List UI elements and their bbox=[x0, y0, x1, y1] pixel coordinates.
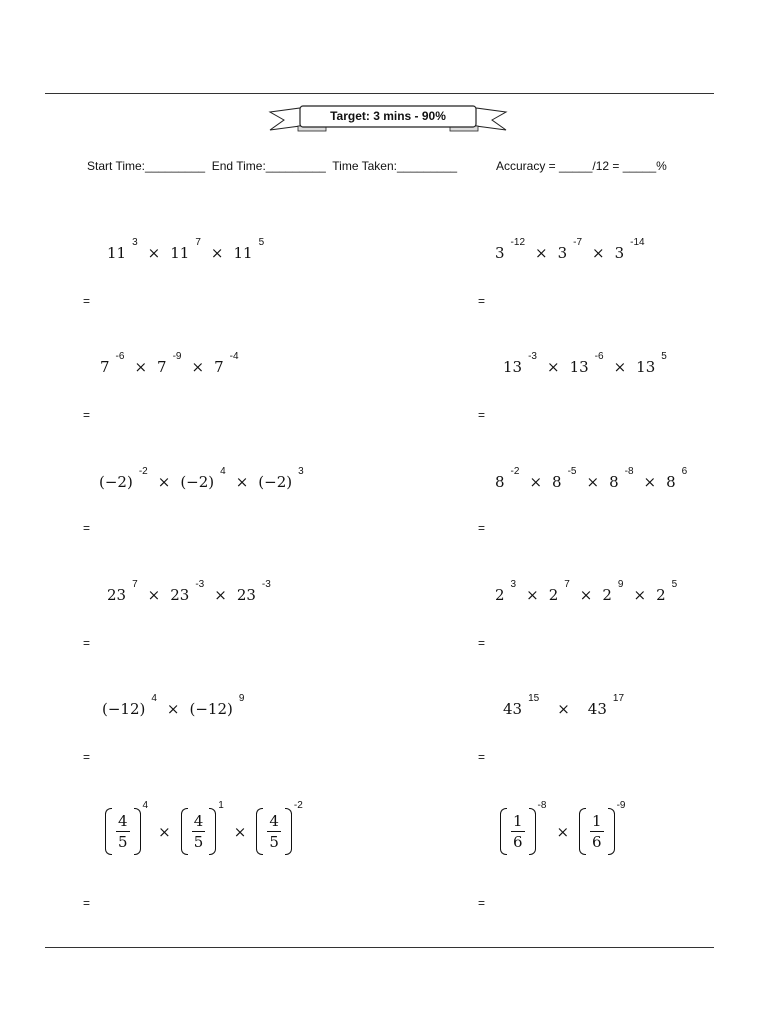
right-bracket bbox=[134, 808, 141, 855]
time-taken-field[interactable]: Time Taken:_________ bbox=[332, 159, 458, 173]
fraction: $\frac{4}{5}$ bbox=[118, 812, 128, 851]
term: 8 -5 bbox=[552, 465, 577, 491]
answer-12[interactable]: = bbox=[478, 896, 486, 910]
term: (−12) 9 bbox=[189, 692, 245, 718]
times-sign: × bbox=[586, 473, 600, 491]
term: (−2) -2 bbox=[99, 465, 148, 491]
times-sign: × bbox=[233, 822, 247, 841]
answer-11[interactable]: = bbox=[83, 896, 91, 910]
fraction-term bbox=[500, 808, 536, 855]
problem-5 bbox=[99, 465, 304, 491]
times-sign: × bbox=[643, 473, 657, 491]
times-sign: × bbox=[134, 358, 148, 376]
term: 13 -3 bbox=[503, 350, 537, 376]
answer-9[interactable]: = bbox=[83, 750, 91, 764]
times-sign: × bbox=[166, 700, 180, 718]
fraction-term bbox=[256, 808, 292, 855]
term: 8 -8 bbox=[609, 465, 634, 491]
term: 23 -3 bbox=[236, 578, 271, 604]
times-sign: × bbox=[535, 244, 548, 262]
term: (−2) 4 bbox=[180, 465, 226, 491]
term: 11 7 bbox=[170, 236, 201, 262]
term: (−2) 3 bbox=[258, 465, 304, 491]
right-bracket bbox=[608, 808, 615, 855]
exponent: 4 bbox=[142, 800, 149, 811]
answer-3[interactable]: = bbox=[83, 408, 91, 422]
times-sign: × bbox=[147, 244, 161, 262]
times-sign: × bbox=[235, 473, 249, 491]
top-rule bbox=[45, 93, 714, 94]
bottom-rule bbox=[45, 947, 714, 948]
accuracy-field[interactable]: Accuracy = _____/12 = _____% bbox=[496, 159, 667, 173]
exponent: -8 bbox=[537, 800, 547, 811]
term: (−12) 4 bbox=[102, 692, 157, 718]
answer-5[interactable]: = bbox=[83, 521, 91, 535]
times-sign: × bbox=[557, 700, 570, 718]
answer-8[interactable]: = bbox=[478, 636, 486, 650]
term: 8 -2 bbox=[495, 465, 520, 491]
fraction: $\frac{1}{6}$ bbox=[592, 812, 602, 851]
exponent: -2 bbox=[293, 800, 303, 811]
times-sign: × bbox=[613, 358, 627, 376]
left-bracket bbox=[579, 808, 586, 855]
problem-12 bbox=[500, 800, 626, 855]
problem-1 bbox=[107, 236, 265, 262]
times-sign: × bbox=[556, 822, 570, 841]
fraction: $\frac{4}{5}$ bbox=[269, 812, 279, 851]
times-sign: × bbox=[210, 244, 224, 262]
problem-8 bbox=[495, 578, 678, 604]
right-bracket bbox=[209, 808, 216, 855]
right-bracket bbox=[529, 808, 536, 855]
left-bracket bbox=[256, 808, 263, 855]
term: 43 15 bbox=[503, 692, 540, 718]
term: 2 9 bbox=[602, 578, 624, 604]
left-bracket bbox=[500, 808, 507, 855]
fraction: $\frac{1}{6}$ bbox=[513, 812, 523, 851]
problem-3 bbox=[100, 350, 239, 376]
term: 8 6 bbox=[666, 465, 688, 491]
term: 13 -6 bbox=[569, 350, 604, 376]
problem-9 bbox=[102, 692, 245, 718]
term: 7 -9 bbox=[157, 350, 182, 376]
times-sign: × bbox=[191, 358, 205, 376]
times-sign: × bbox=[529, 473, 543, 491]
problem-4 bbox=[503, 350, 667, 376]
left-bracket bbox=[181, 808, 188, 855]
problem-6 bbox=[495, 465, 688, 491]
times-sign: × bbox=[147, 586, 161, 604]
exponent: -9 bbox=[616, 800, 626, 811]
term: 43 17 bbox=[587, 692, 625, 718]
term: 3 -12 bbox=[495, 236, 525, 262]
answer-10[interactable]: = bbox=[478, 750, 486, 764]
term: 11 5 bbox=[233, 236, 265, 262]
answer-1[interactable]: = bbox=[83, 294, 91, 308]
left-bracket bbox=[105, 808, 112, 855]
fraction-term bbox=[105, 808, 141, 855]
start-time-field[interactable]: Start Time:_________ bbox=[87, 159, 206, 173]
problem-10 bbox=[503, 692, 625, 718]
term: 3 -14 bbox=[614, 236, 645, 262]
times-sign: × bbox=[526, 586, 539, 604]
problem-11 bbox=[105, 800, 303, 855]
end-time-field[interactable]: End Time:_________ bbox=[211, 159, 326, 173]
fraction: $\frac{4}{5}$ bbox=[193, 812, 204, 851]
term: 2 7 bbox=[548, 578, 570, 604]
term: 7 -6 bbox=[100, 350, 125, 376]
answer-4[interactable]: = bbox=[478, 408, 486, 422]
problem-2 bbox=[495, 236, 645, 262]
term: 3 -7 bbox=[557, 236, 583, 262]
answer-7[interactable]: = bbox=[83, 636, 91, 650]
exponent: 1 bbox=[218, 800, 224, 811]
times-sign: × bbox=[214, 586, 227, 604]
fraction-term bbox=[181, 808, 217, 855]
right-bracket bbox=[285, 808, 292, 855]
times-sign: × bbox=[547, 358, 560, 376]
target-banner bbox=[268, 104, 508, 134]
term: 2 5 bbox=[656, 578, 678, 604]
problem-7 bbox=[107, 578, 271, 604]
times-sign: × bbox=[157, 473, 171, 491]
fraction-term bbox=[579, 808, 615, 855]
target-label: Target: 3 mins - 90% bbox=[330, 109, 446, 123]
term: 2 3 bbox=[495, 578, 517, 604]
times-sign: × bbox=[592, 244, 605, 262]
term: 23 -3 bbox=[170, 578, 205, 604]
times-sign: × bbox=[158, 822, 171, 841]
timing-fields bbox=[87, 159, 457, 173]
answer-2[interactable]: = bbox=[478, 294, 486, 308]
term: 7 -4 bbox=[214, 350, 239, 376]
term: 23 7 bbox=[107, 578, 138, 604]
term: 13 5 bbox=[636, 350, 667, 376]
answer-6[interactable]: = bbox=[478, 521, 486, 535]
times-sign: × bbox=[633, 586, 647, 604]
times-sign: × bbox=[579, 586, 593, 604]
term: 11 3 bbox=[107, 236, 138, 262]
